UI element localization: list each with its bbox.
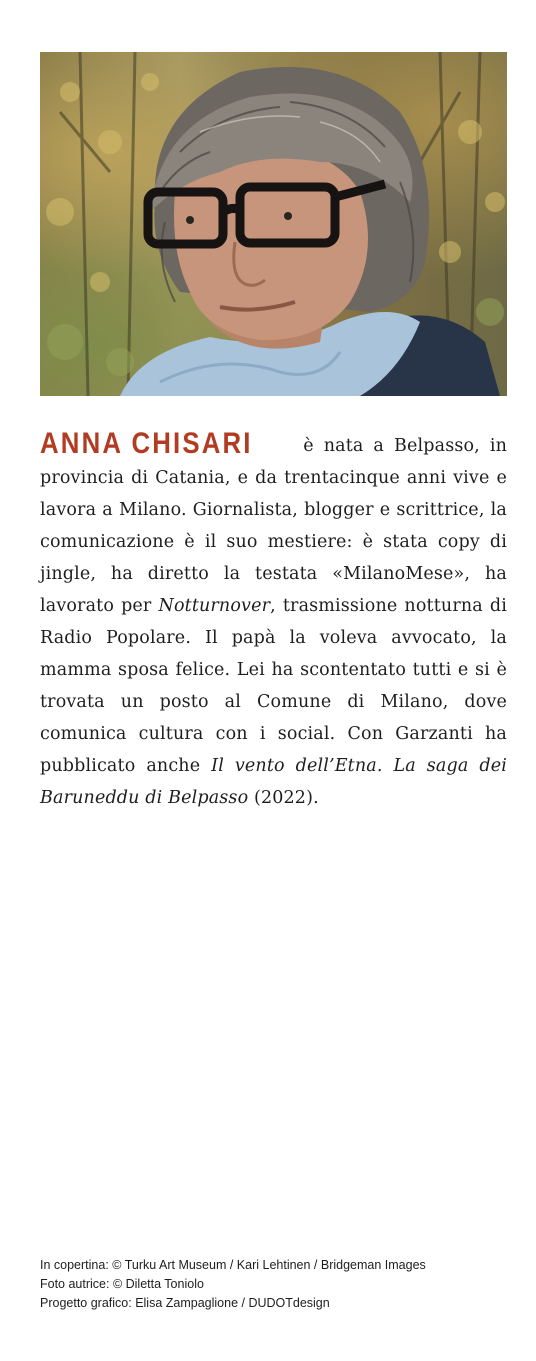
credit-cover: In copertina: © Turku Art Museum / Kari Lehtinen / Bridgeman Images [40,1258,426,1272]
author-portrait-illustration [40,52,507,396]
author-photo [40,52,507,396]
bio-text-part-3: (2022). [248,788,319,808]
credit-photo: Foto autrice: © Diletta Toniolo [40,1277,204,1291]
bio-italic-book-title: Il vento dell’Etna. La saga dei Baruneddu di Belpasso [40,756,507,808]
credits [40,1256,510,1313]
bio-text-part-1: è nata a Belpasso, in provincia di Catania, e da trentacinque anni vive e lavora a Milano. Giornalista, blogger e scrittrice, la comunicazione è il suo mestiere: è stata copy di jingle, ha diretto la testata «MilanoMese», ha lavorato per [40,436,507,616]
bio-italic-title-radio-show: Notturnover [158,596,271,616]
credit-design: Progetto grafico: Elisa Zampaglione / DUDOTdesign [40,1296,330,1310]
bio-text-part-2: , trasmissione notturna di Radio Popolare. Il papà la voleva avvocato, la mamma sposa felice. Lei ha scontentato tutti e si è trovata un posto al Comune di Milano, dove comunica cultura con i social. Con Garzanti ha pubblicato anche [40,596,507,776]
author-bio [40,428,507,814]
author-name: ANNA CHISARI [40,427,253,460]
